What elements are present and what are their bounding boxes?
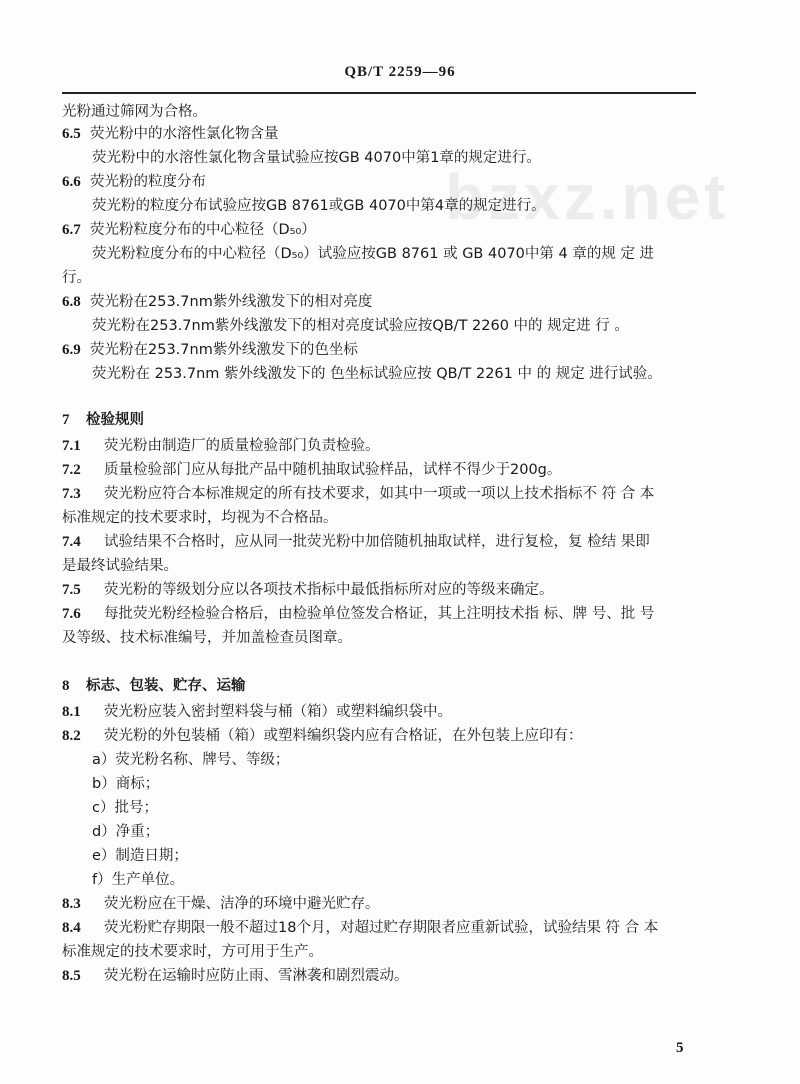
clause-number: 6.7 xyxy=(62,222,81,238)
text-line: 是最终试验结果。 xyxy=(62,558,178,574)
text-line: d）净重； xyxy=(92,824,160,840)
clause-number: 6.9 xyxy=(62,342,81,358)
text-line: 荧光粉在253.7nm紫外线激发下的色坐标 xyxy=(90,342,358,358)
clause-number: 8.2 xyxy=(62,728,81,744)
text-line: 荧光粉贮存期限一般不超过18个月，对超过贮存期限者应重新试验，试验结果 符 合 本 xyxy=(104,920,659,936)
text-line: 行。 xyxy=(62,270,91,286)
text-line: a）荧光粉名称、牌号、等级； xyxy=(92,752,290,768)
text-line: 荧光粉应在干燥、洁净的环境中避光贮存。 xyxy=(104,896,380,912)
text-line: f）生产单位。 xyxy=(92,872,185,888)
text-line: c）批号； xyxy=(92,800,158,816)
clause-number: 6.8 xyxy=(62,294,81,310)
clause-number: 8.5 xyxy=(62,968,81,984)
section-title: 标志、包装、贮存、运输 xyxy=(86,678,246,694)
header-rule xyxy=(62,92,696,94)
clause-number: 6.5 xyxy=(62,126,81,142)
clause-number: 8.3 xyxy=(62,896,81,912)
text-line: 荧光粉粒度分布的中心粒径（D₅₀） xyxy=(90,222,316,238)
clause-number: 8 xyxy=(62,678,70,694)
clause-number: 6.6 xyxy=(62,174,81,190)
section-title: 检验规则 xyxy=(86,412,144,428)
document-code-header: QB/T 2259—96 xyxy=(344,64,456,80)
clause-number: 7 xyxy=(62,412,70,428)
text-line: 荧光粉粒度分布的中心粒径（D₅₀）试验应按GB 8761 或 GB 4070中第 4 章的规 定 进 xyxy=(92,246,655,262)
text-line: 每批荧光粉经检验合格后，由检验单位签发合格证，其上注明技术指 标、牌 号、批 号 xyxy=(104,606,655,622)
clause-number: 8.1 xyxy=(62,704,81,720)
text-line: e）制造日期； xyxy=(92,848,188,864)
watermark: bzxz.net xyxy=(445,161,730,233)
text-line: 荧光粉中的水溶性氯化物含量 xyxy=(90,126,279,142)
text-line: 荧光粉的粒度分布试验应按GB 8761或GB 4070中第4章的规定进行。 xyxy=(92,198,546,214)
text-line: 荧光粉的外包装桶（箱）或塑料编织袋内应有合格证，在外包装上应印有： xyxy=(104,728,583,744)
text-line: 荧光粉中的水溶性氯化物含量试验应按GB 4070中第1章的规定进行。 xyxy=(92,150,541,166)
text-line: 荧光粉的等级划分应以各项技术指标中最低指标所对应的等级来确定。 xyxy=(104,582,554,598)
text-line: 光粉通过筛网为合格。 xyxy=(62,104,207,120)
text-line: 标准规定的技术要求时，均视为不合格品。 xyxy=(62,510,338,526)
clause-number: 7.4 xyxy=(62,534,81,550)
clause-number: 7.3 xyxy=(62,486,81,502)
text-line: 质量检验部门应从每批产品中随机抽取试验样品，试样不得少于200g。 xyxy=(104,462,562,478)
text-line: 荧光粉应装入密封塑料袋与桶（箱）或塑料编织袋中。 xyxy=(104,704,452,720)
text-line: 荧光粉的粒度分布 xyxy=(90,174,206,190)
text-line: 荧光粉在 253.7nm 紫外线激发下的 色坐标试验应按 QB/T 2261 中 的 规定 进行试验。 xyxy=(92,366,662,382)
text-line: 试验结果不合格时，应从同一批荧光粉中加倍随机抽取试样，进行复检，复 检结 果即 xyxy=(104,534,650,550)
text-line: 荧光粉在253.7nm紫外线激发下的相对亮度试验应按QB/T 2260 中的 规定进 行 。 xyxy=(92,318,629,334)
text-line: 及等级、技术标准编号，并加盖检查员图章。 xyxy=(62,630,352,646)
text-line: 荧光粉由制造厂的质量检验部门负责检验。 xyxy=(104,438,380,454)
clause-number: 7.1 xyxy=(62,438,81,454)
text-line: 标准规定的技术要求时，方可用于生产。 xyxy=(62,944,323,960)
text-line: 荧光粉在运输时应防止雨、雪淋袭和剧烈震动。 xyxy=(104,968,409,984)
clause-number: 8.4 xyxy=(62,920,81,936)
clause-number: 7.6 xyxy=(62,606,81,622)
clause-number: 7.5 xyxy=(62,582,81,598)
text-line: b）商标； xyxy=(92,776,160,792)
text-line: 荧光粉应符合本标准规定的所有技术要求，如其中一项或一项以上技术指标不 符 合 本 xyxy=(104,486,655,502)
clause-number: 7.2 xyxy=(62,462,81,478)
text-line: 荧光粉在253.7nm紫外线激发下的相对亮度 xyxy=(90,294,373,310)
page-number: 5 xyxy=(676,1040,684,1056)
